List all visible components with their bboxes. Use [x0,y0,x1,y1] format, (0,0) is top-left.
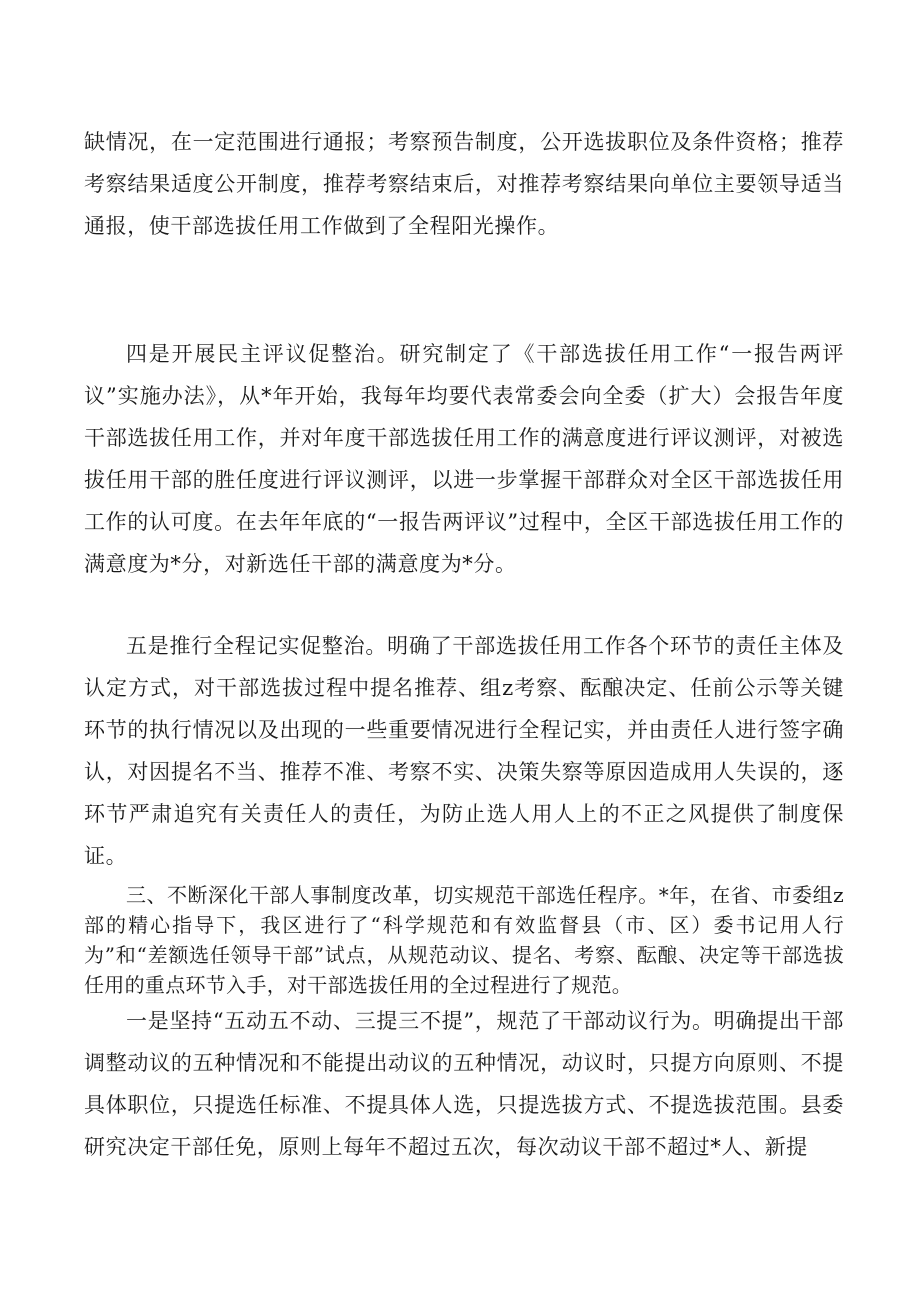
paragraph-full-record: 五是推行全程记实促整治。明确了干部选拔任用工作各个环节的责任主体及认定方式，对干部选拔过程中提名推荐、组z考察、酝酿决定、任前公示等关键环节的执行情况以及出现的一些重要情况进行全程记实，并由责任人进行签字确认，对因提名不当、推荐不准、考察不实、决策失察等原因造成用人失误的，逐环节严肃追究有关责任人的责任，为防止选人用人上的不正之风提供了制度保证。 [84,634,844,868]
paragraph-section-three: 三、不断深化干部人事制度改革，切实规范干部选任程序。*年，在省、市委组z部的精心指导下，我区进行了“科学规范和有效监督县（市、区）委书记用人行为”和“差额选任领导干部”试点，从规范动议、提名、考察、酝酿、决定等干部选拔任用的重点环节入手，对干部选拔任用的全过程进行了规范。 [84,883,844,997]
paragraph-continued: 缺情况，在一定范围进行通报；考察预告制度，公开选拔职位及条件资格；推荐考察结果适度公开制度，推荐考察结束后，对推荐考察结果向单位主要领导适当通报，使干部选拔任用工作做到了全程阳光操作。 [84,130,844,238]
paragraph-motion-rules: 一是坚持“五动五不动、三提三不提”，规范了干部动议行为。明确提出干部调整动议的五种情况和不能提出动议的五种情况，动议时，只提方向原则、不提具体职位，只提选任标准、不提具体人选，只提选拔方式、不提选拔范围。县委研究决定干部任免，原则上每年不超过五次，每次动议干部不超过*人、新提 [84,1009,844,1159]
paragraph-democratic-review: 四是开展民主评议促整治。研究制定了《干部选拔任用工作“一报告两评议”实施办法》，从*年开始，我每年均要代表常委会向全委（扩大）会报告年度干部选拔任用工作，并对年度干部选拔任用工作的满意度进行评议测评，对被选拔任用干部的胜任度进行评议测评，以进一步掌握干部群众对全区干部选拔任用工作的认可度。在去年年底的“一报告两评议”过程中，全区干部选拔任用工作的满意度为*分，对新选任干部的满意度为*分。 [84,342,844,576]
